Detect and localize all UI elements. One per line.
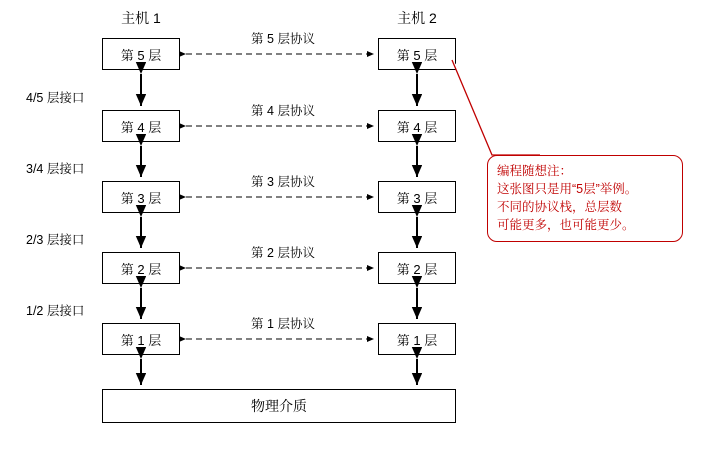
layer-box-right-2: 第 2 层 xyxy=(378,252,456,284)
protocol-label-2: 第 2 层协议 xyxy=(232,243,334,261)
host-title-1: 主机 1 xyxy=(121,10,161,26)
layer-box-left-4: 第 4 层 xyxy=(102,110,180,142)
callout-line-4: 可能更多，也可能更少。 xyxy=(497,218,635,233)
interface-label-1-2: 1/2 层接口 xyxy=(26,304,85,318)
layer-box-left-5: 第 5 层 xyxy=(102,38,180,70)
protocol-label-4: 第 4 层协议 xyxy=(232,101,334,119)
layer-box-left-1: 第 1 层 xyxy=(102,323,180,355)
callout-line-2: 这张图只是用“5层”举例。 xyxy=(497,182,638,197)
layer-box-left-2: 第 2 层 xyxy=(102,252,180,284)
callout-line-1: 编程随想注： xyxy=(497,164,573,178)
layer-box-right-3: 第 3 层 xyxy=(378,181,456,213)
layer-box-left-3: 第 3 层 xyxy=(102,181,180,213)
layer-box-right-5: 第 5 层 xyxy=(378,38,456,70)
physical-medium-box: 物理介质 xyxy=(102,389,456,423)
layer-box-right-4: 第 4 层 xyxy=(378,110,456,142)
protocol-label-5: 第 5 层协议 xyxy=(232,29,334,47)
protocol-label-1: 第 1 层协议 xyxy=(232,314,334,332)
callout-line-3: 不同的协议栈，总层数 xyxy=(497,200,623,215)
layer-box-right-1: 第 1 层 xyxy=(378,323,456,355)
annotation-callout xyxy=(487,155,683,242)
protocol-label-3: 第 3 层协议 xyxy=(232,172,334,190)
interface-label-3-4: 3/4 层接口 xyxy=(26,162,85,176)
interface-label-2-3: 2/3 层接口 xyxy=(26,233,85,247)
host-title-2: 主机 2 xyxy=(397,10,437,26)
interface-label-4-5: 4/5 层接口 xyxy=(26,91,85,105)
